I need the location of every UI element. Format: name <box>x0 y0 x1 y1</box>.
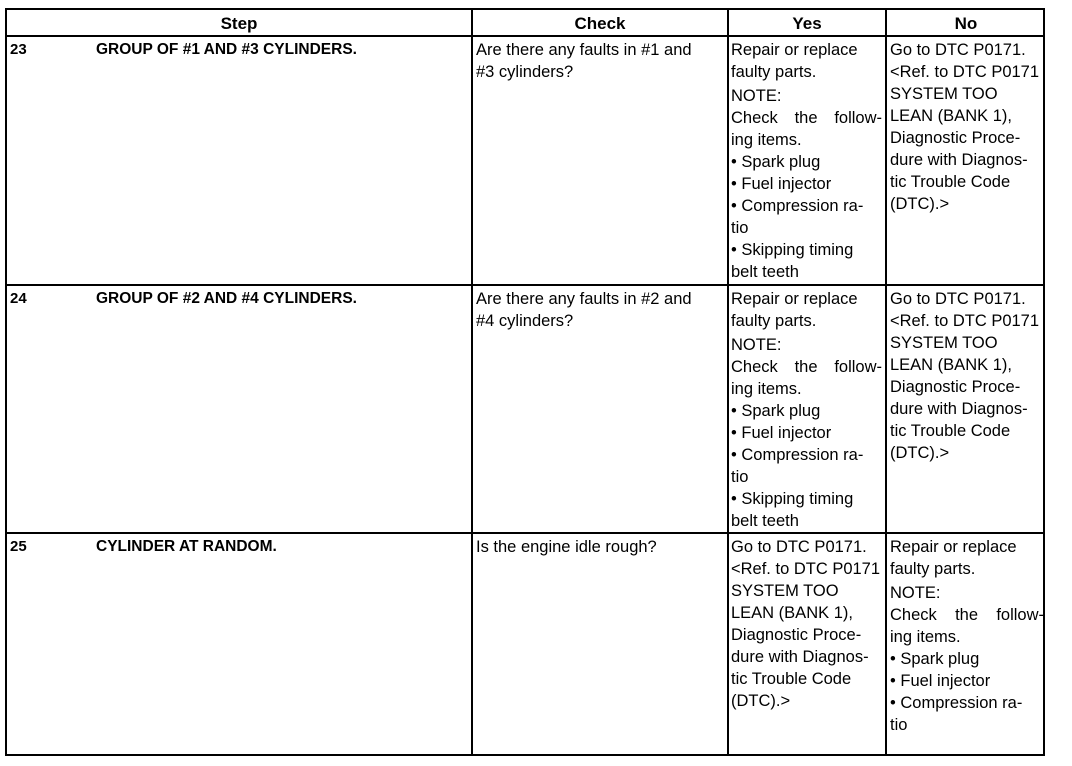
column-divider <box>471 10 473 754</box>
column-divider <box>885 10 887 754</box>
header-check: Check <box>574 14 626 33</box>
row-divider <box>7 532 1043 534</box>
step-title: GROUP OF #2 AND #4 CYLINDERS. <box>96 290 357 307</box>
yes-action: Repair or replace faulty parts. NOTE: Check the follow- ing items. • Spark plug • Fuel injector • Compression ra- tio • Skipping timing belt teeth <box>731 41 882 281</box>
header-yes: Yes <box>792 14 822 33</box>
no-action: Go to DTC P0171. <Ref. to DTC P0171 SYSTEM TOO LEAN (BANK 1), Diagnostic Proce- dure with Diagnos- tic Trouble Code (DTC).> <box>890 290 1040 462</box>
step-number: 25 <box>10 538 27 555</box>
check-question: Are there any faults in #1 and #3 cylinders? <box>476 41 692 81</box>
check-question: Are there any faults in #2 and #4 cylinders? <box>476 290 692 330</box>
step-number: 24 <box>10 290 27 307</box>
yes-action: Go to DTC P0171. <Ref. to DTC P0171 SYSTEM TOO LEAN (BANK 1), Diagnostic Proce- dure with Diagnos- tic Trouble Code (DTC).> <box>731 538 881 710</box>
column-divider <box>727 10 729 754</box>
step-title: CYLINDER AT RANDOM. <box>96 538 277 555</box>
check-question: Is the engine idle rough? <box>476 538 657 556</box>
diagnostic-table <box>5 8 1045 756</box>
no-action: Go to DTC P0171. <Ref. to DTC P0171 SYSTEM TOO LEAN (BANK 1), Diagnostic Proce- dure with Diagnos- tic Trouble Code (DTC).> <box>890 41 1040 213</box>
header-no: No <box>954 14 978 33</box>
no-action: Repair or replace faulty parts. NOTE: Check the follow- ing items. • Spark plug • Fuel injector • Compression ra- tio <box>890 538 1044 734</box>
yes-action: Repair or replace faulty parts. NOTE: Check the follow- ing items. • Spark plug • Fuel injector • Compression ra- tio • Skipping timing belt teeth <box>731 290 882 530</box>
step-number: 23 <box>10 41 27 58</box>
step-title: GROUP OF #1 AND #3 CYLINDERS. <box>96 41 357 58</box>
row-divider <box>7 284 1043 286</box>
header-step: Step <box>220 14 258 33</box>
